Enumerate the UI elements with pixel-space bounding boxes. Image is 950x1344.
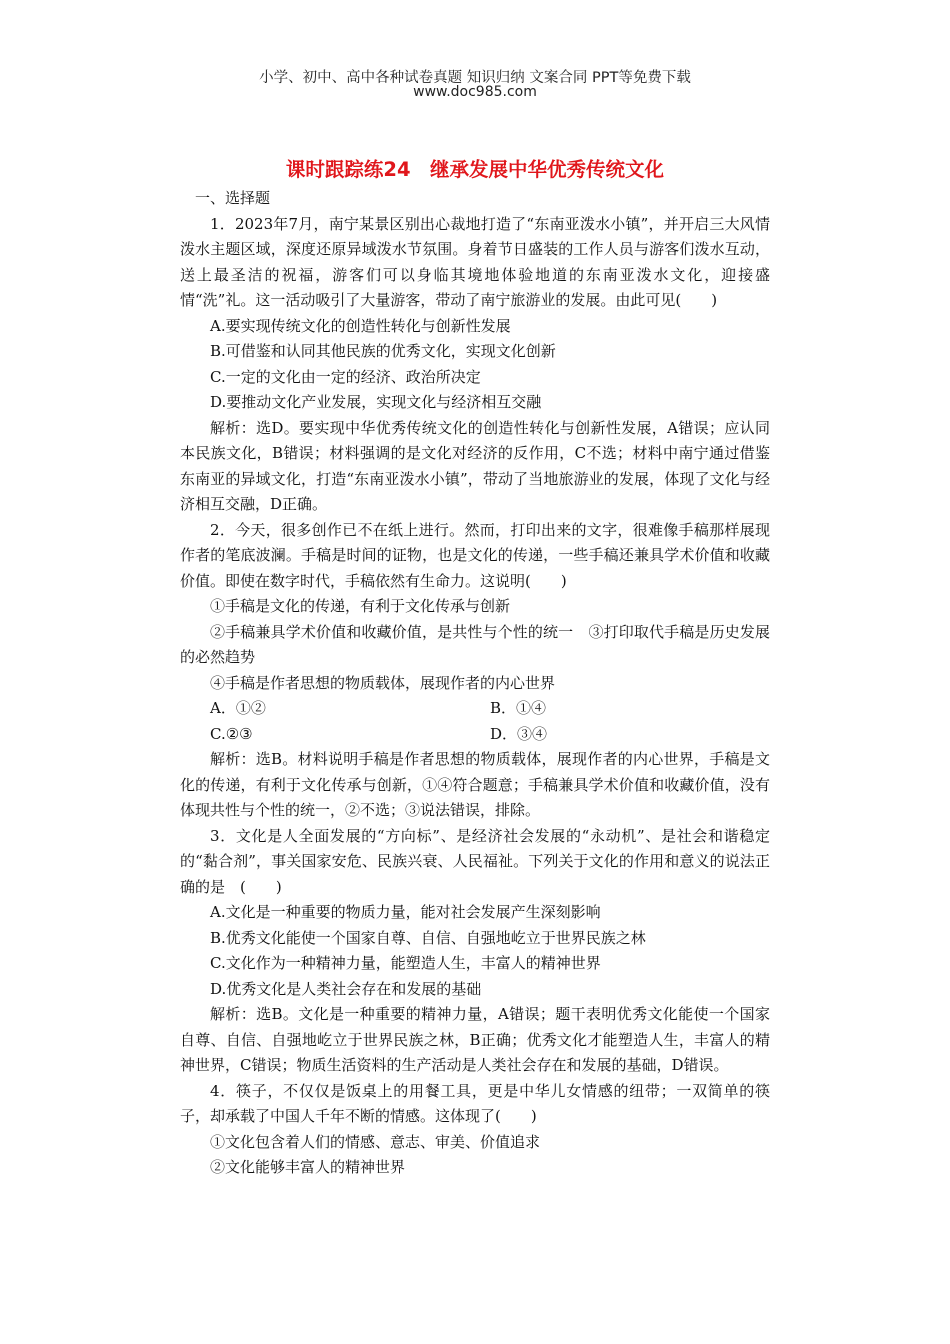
q2-choices-row-2 bbox=[180, 722, 770, 748]
q1-option-d: D.要推动文化产业发展，实现文化与经济相互交融 bbox=[210, 393, 542, 411]
q2-option-d: D．③④ bbox=[490, 724, 548, 743]
q2-option-b: B．①④ bbox=[490, 699, 547, 717]
q2-option-c: C.②③ bbox=[210, 724, 253, 743]
q1-analysis: 解析：选D。要实现中华优秀传统文化的创造性转化与创新性发展，A错误；应认同本民族文化，B错误；材料强调的是文化对经济的反作用，C不选；材料中南宁通过借鉴东南亚的异域文化，打造“东南亚泼水小镇”，带动了当地旅游业的发展，体现了文化与经济相互交融，D正确。 bbox=[180, 418, 770, 513]
q4-statement-1: ①文化包含着人们的情感、意志、审美、价值追求 bbox=[210, 1132, 541, 1151]
q2-statement-1: ①手稿是文化的传递，有利于文化传承与创新 bbox=[210, 597, 511, 615]
q2-option-a: A．①② bbox=[210, 699, 266, 717]
q3-stem: 3．文化是人全面发展的“方向标”、是经济社会发展的“永动机”、是社会和谐稳定的“黏合剂”，事关国家安危、民族兴衰、人民福祉。下列关于文化的作用和意义的说法正确的是 ( ) bbox=[180, 826, 770, 896]
q3-analysis: 解析：选B。文化是一种重要的精神力量，A错误；题干表明优秀文化能使一个国家自尊、自信、自强地屹立于世界民族之林，B正确；优秀文化才能塑造人生，丰富人的精神世界，C错误；物质生活资料的生产活动是人类社会存在和发展的基础，D错误。 bbox=[180, 1005, 770, 1074]
q1-option-b: B.可借鉴和认同其他民族的优秀文化，实现文化创新 bbox=[210, 342, 556, 360]
q3-option-b: B.优秀文化能使一个国家自尊、自信、自强地屹立于世界民族之林 bbox=[210, 928, 646, 947]
q3-option-d: D.优秀文化是人类社会存在和发展的基础 bbox=[210, 979, 482, 998]
q4-statement-2: ②文化能够丰富人的精神世界 bbox=[210, 1158, 406, 1176]
q1-option-a: A.要实现传统文化的创造性转化与创新性发展 bbox=[210, 316, 511, 335]
q2-statement-2-3: ②手稿兼具学术价值和收藏价值，是共性与个性的统一 ③打印取代手稿是历史发展的必然趋势 bbox=[180, 622, 770, 666]
document-body bbox=[180, 186, 770, 1181]
page-title: 课时跟踪练24 继承发展中华优秀传统文化 bbox=[285, 158, 665, 181]
q2-stem: 2．今天，很多创作已不在纸上进行。然而，打印出来的文字，很难像手稿那样展现作者的笔底波澜。手稿是时间的证物，也是文化的传递，一些手稿还兼具学术价值和收藏价值。即使在数字时代，手稿依然有生命力。这说明( ) bbox=[180, 520, 770, 590]
header-line-1: 小学、初中、高中各种试卷真题 知识归纳 文案合同 PPT等免费下载 bbox=[259, 70, 691, 86]
q2-statement-4: ④手稿是作者思想的物质载体，展现作者的内心世界 bbox=[210, 673, 556, 692]
q1-option-c: C.一定的文化由一定的经济、政治所决定 bbox=[210, 367, 481, 386]
header-website: www.doc985.com bbox=[413, 84, 537, 100]
q3-option-c: C.文化作为一种精神力量，能塑造人生，丰富人的精神世界 bbox=[210, 954, 601, 972]
q4-stem: 4．筷子，不仅仅是饭桌上的用餐工具，更是中华儿女情感的纽带；一双简单的筷子，却承载了中国人千年不断的情感。这体现了( ) bbox=[180, 1081, 770, 1125]
section-heading: 一、选择题 bbox=[195, 189, 271, 207]
q2-choices-row-1 bbox=[180, 696, 770, 722]
q3-option-a: A.文化是一种重要的物质力量，能对社会发展产生深刻影响 bbox=[210, 903, 601, 921]
q2-analysis: 解析：选B。材料说明手稿是作者思想的物质载体，展现作者的内心世界，手稿是文化的传递，有利于文化传承与创新，①④符合题意；手稿兼具学术价值和收藏价值，没有体现共性与个性的统一，②不选；③说法错误，排除。 bbox=[180, 750, 770, 819]
q1-stem: 1．2023年7月，南宁某景区别出心裁地打造了“东南亚泼水小镇”，并开启三大风情泼水主题区域，深度还原异域泼水节氛围。身着节日盛装的工作人员与游客们泼水互动，送上最圣洁的祝福，游客们可以身临其境地体验地道的东南亚泼水文化，迎接盛情“洗”礼。这一活动吸引了大量游客，带动了南宁旅游业的发展。由此可见( ) bbox=[180, 214, 770, 309]
